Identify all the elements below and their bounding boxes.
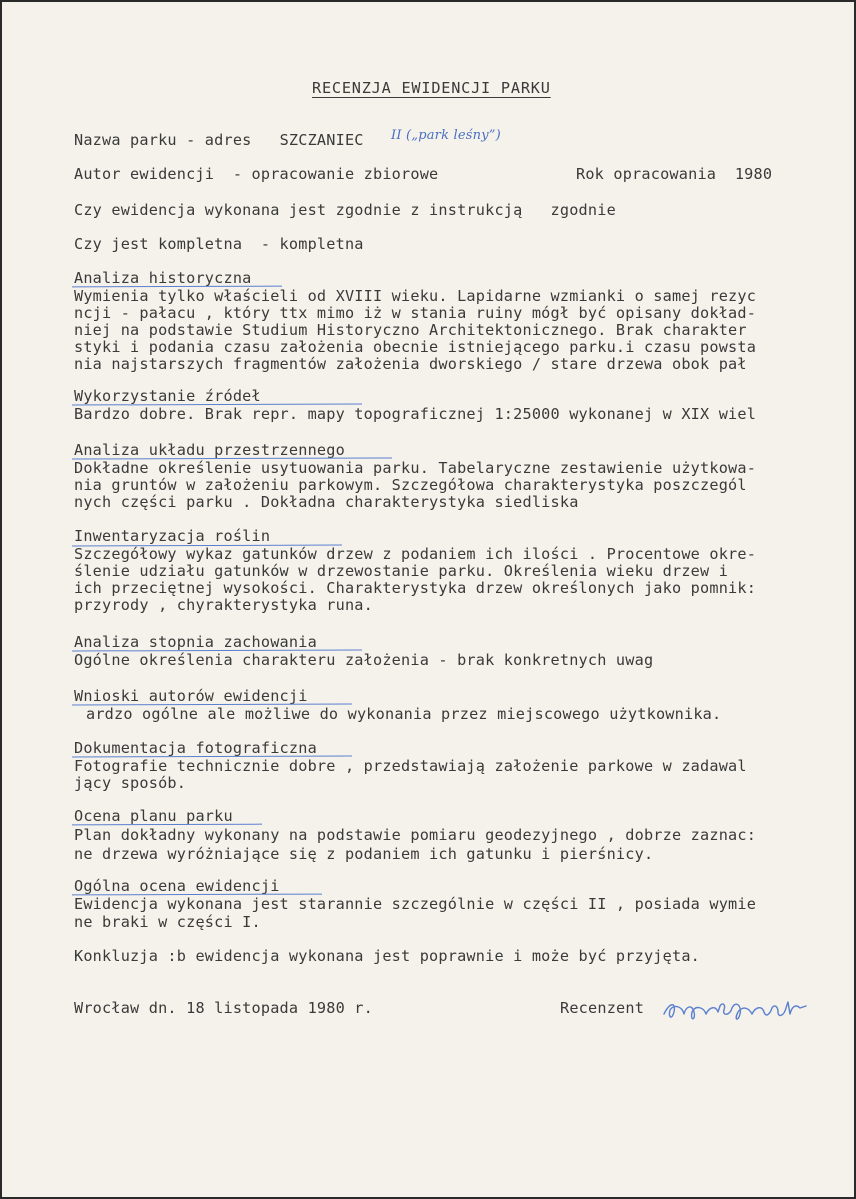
section-heading: Ogólna ocena ewidencji: [74, 877, 280, 895]
complete-answer: - kompletna: [260, 235, 364, 253]
section-text-line: jący sposób.: [74, 774, 187, 792]
section-heading: Analiza historyczna: [74, 269, 252, 287]
section-text-line: Ewidencja wykonana jest starannie szczególnie w części II , posiada wymie: [74, 895, 757, 913]
section-heading: Analiza stopnia zachowania: [74, 633, 317, 651]
author-value: - opracowanie zbiorowe: [232, 165, 439, 183]
place-and-date: Wrocław dn. 18 listopada 1980 r.: [74, 999, 373, 1017]
section-text-line: Dokładne określenie usytuowania parku. Tabelaryczne zestawienie użytkowa-: [74, 459, 757, 477]
section-heading: Inwentaryzacja roślin: [74, 527, 271, 545]
section-text-line: ncji - pałacu , który ttx mimo iż w stania ruiny mógł być opisany dokład-: [74, 304, 757, 322]
park-name-row: [74, 132, 364, 149]
section-text-line: nych części parku . Dokładna charakterystyka siedliska: [74, 493, 579, 511]
instruction-question: Czy ewidencja wykonana jest zgodnie z instrukcją: [74, 201, 523, 219]
section-heading: Analiza układu przestrzennego: [74, 441, 345, 459]
section-text-line: ardzo ogólne ale możliwe do wykonania przez miejscowego użytkownika.: [86, 705, 722, 723]
document-title: RECENZJA EWIDENCJI PARKU: [312, 79, 551, 97]
section-heading: Wykorzystanie źródeł: [74, 387, 261, 405]
handwritten-park-annotation: II („park leśny”): [391, 128, 501, 143]
section-heading: Ocena planu parku: [74, 807, 233, 825]
section-text-line: Ogólne określenia charakteru założenia - brak konkretnych uwag: [74, 651, 654, 669]
park-name-value: SZCZANIEC: [279, 131, 364, 149]
author-label: Autor ewidencji: [74, 165, 215, 183]
section-text-line: ich przeciętnej wysokości. Charakterystyka drzew określonych jako pomnik:: [74, 579, 757, 597]
section-text-line: styki i podania czasu założenia obecnie istniejącego parku.i czasu powsta: [74, 338, 757, 356]
reviewer-label: Recenzent: [560, 999, 645, 1017]
reviewer-signature: [660, 996, 810, 1024]
section-text-line: niej na podstawie Studium Historyczno Architektonicznego. Brak charakter: [74, 321, 747, 339]
section-text-line: Bardzo dobre. Brak repr. mapy topograficznej 1:25000 wykonanej w XIX wiel: [74, 405, 757, 423]
section-text-line: Szczegółowy wykaz gatunków drzew z podaniem ich ilości . Procentowe okre-: [74, 545, 757, 563]
section-text-line: ne drzewa wyróżniające się z podaniem ich gatunku i pierśnicy.: [74, 845, 654, 863]
year-value: 1980: [734, 165, 773, 183]
author-row: [74, 166, 438, 183]
section-text-line: Fotografie technicznie dobre , przedstawiają założenie parkowe w zadawal: [74, 757, 747, 775]
conclusion-text: Konkluzja :b ewidencja wykonana jest poprawnie i może być przyjęta.: [74, 947, 701, 965]
instruction-answer: zgodnie: [550, 201, 616, 219]
year-row: [576, 166, 772, 183]
section-text-line: ne braki w części I.: [74, 913, 261, 931]
complete-question: Czy jest kompletna: [74, 235, 243, 253]
section-text-line: ślenie udziału gatunków w drzewostanie parku. Określenia wieku drzew i: [74, 562, 729, 580]
section-text-line: przyrody , chyrakterystyka runa.: [74, 596, 373, 614]
section-text-line: nia najstarszych fragmentów założenia dworskiego / stare drzewa obok pał: [74, 355, 747, 373]
section-heading: Wnioski autorów ewidencji: [74, 687, 308, 705]
complete-row: [74, 236, 364, 253]
park-name-label: Nazwa parku - adres: [74, 131, 252, 149]
section-heading: Dokumentacja fotograficzna: [74, 739, 317, 757]
section-text-line: Plan dokładny wykonany na podstawie pomiaru geodezyjnego , dobrze zaznac:: [74, 826, 757, 844]
section-text-line: Wymienia tylko właścieli od XVIII wieku. Lapidarne wzmianki o samej rezyc: [74, 287, 757, 305]
year-label: Rok opracowania: [576, 165, 717, 183]
section-text-line: nia gruntów w założeniu parkowym. Szczegółowa charakterystyka poszczegól: [74, 476, 747, 494]
instruction-row: [74, 202, 616, 219]
